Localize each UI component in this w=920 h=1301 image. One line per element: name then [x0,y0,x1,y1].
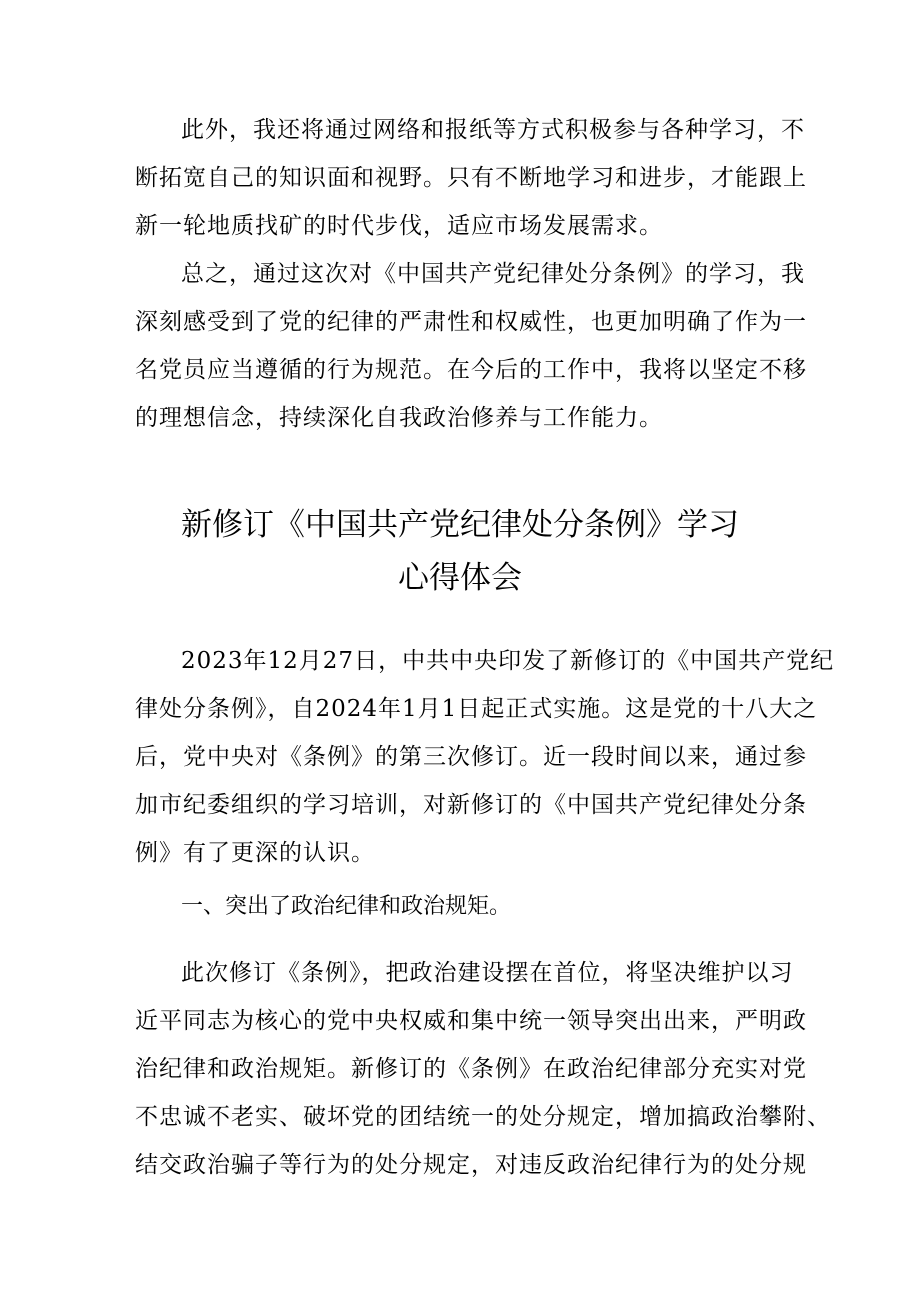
paragraph-line: 总之，通过这次对《中国共产党纪律处分条例》的学习，我 [181,261,805,287]
paragraph-line: 结交政治骗子等行为的处分规定，对违反政治纪律行为的处分规 [135,1152,807,1178]
title-line-2: 心得体会 [398,560,522,596]
paragraph-line: 的理想信念，持续深化自我政治修养与工作能力。 [135,405,663,431]
paragraph-line: 律处分条例》，自2024年1月1日起正式实施。这是党的十八大之 [135,696,818,722]
title-line-1: 新修订《中国共产党纪律处分条例》学习 [181,507,739,543]
paragraph-line: 治纪律和政治规矩。新修订的《条例》在政治纪律部分充实对党 [135,1056,807,1082]
paragraph-line: 近平同志为核心的党中央权威和集中统一领导突出出来，严明政 [135,1008,807,1034]
paragraph-line: 名党员应当遵循的行为规范。在今后的工作中，我将以坚定不移 [135,357,807,383]
paragraph-line: 后，党中央对《条例》的第三次修订。近一段时间以来，通过参 [135,744,807,770]
paragraph-line: 加市纪委组织的学习培训，对新修订的《中国共产党纪律处分条 [135,792,807,818]
paragraph-line: 例》有了更深的认识。 [135,840,375,866]
section-heading: 一、突出了政治纪律和政治规矩。 [181,894,512,919]
paragraph-line: 2023年12月27日，中共中央印发了新修订的《中国共产党纪 [181,648,835,674]
paragraph-line: 不忠诚不老实、破坏党的团结统一的处分规定，增加搞政治攀附、 [135,1104,831,1130]
paragraph-line: 此次修订《条例》，把政治建设摆在首位，将坚决维护以习 [181,960,794,986]
paragraph-line: 深刻感受到了党的纪律的严肃性和权威性，也更加明确了作为一 [135,309,807,335]
paragraph-line: 断拓宽自己的知识面和视野。只有不断地学习和进步，才能跟上 [135,165,807,191]
paragraph-line: 新一轮地质找矿的时代步伐，适应市场发展需求。 [135,213,663,239]
paragraph-line: 此外，我还将通过网络和报纸等方式积极参与各种学习，不 [181,117,805,143]
